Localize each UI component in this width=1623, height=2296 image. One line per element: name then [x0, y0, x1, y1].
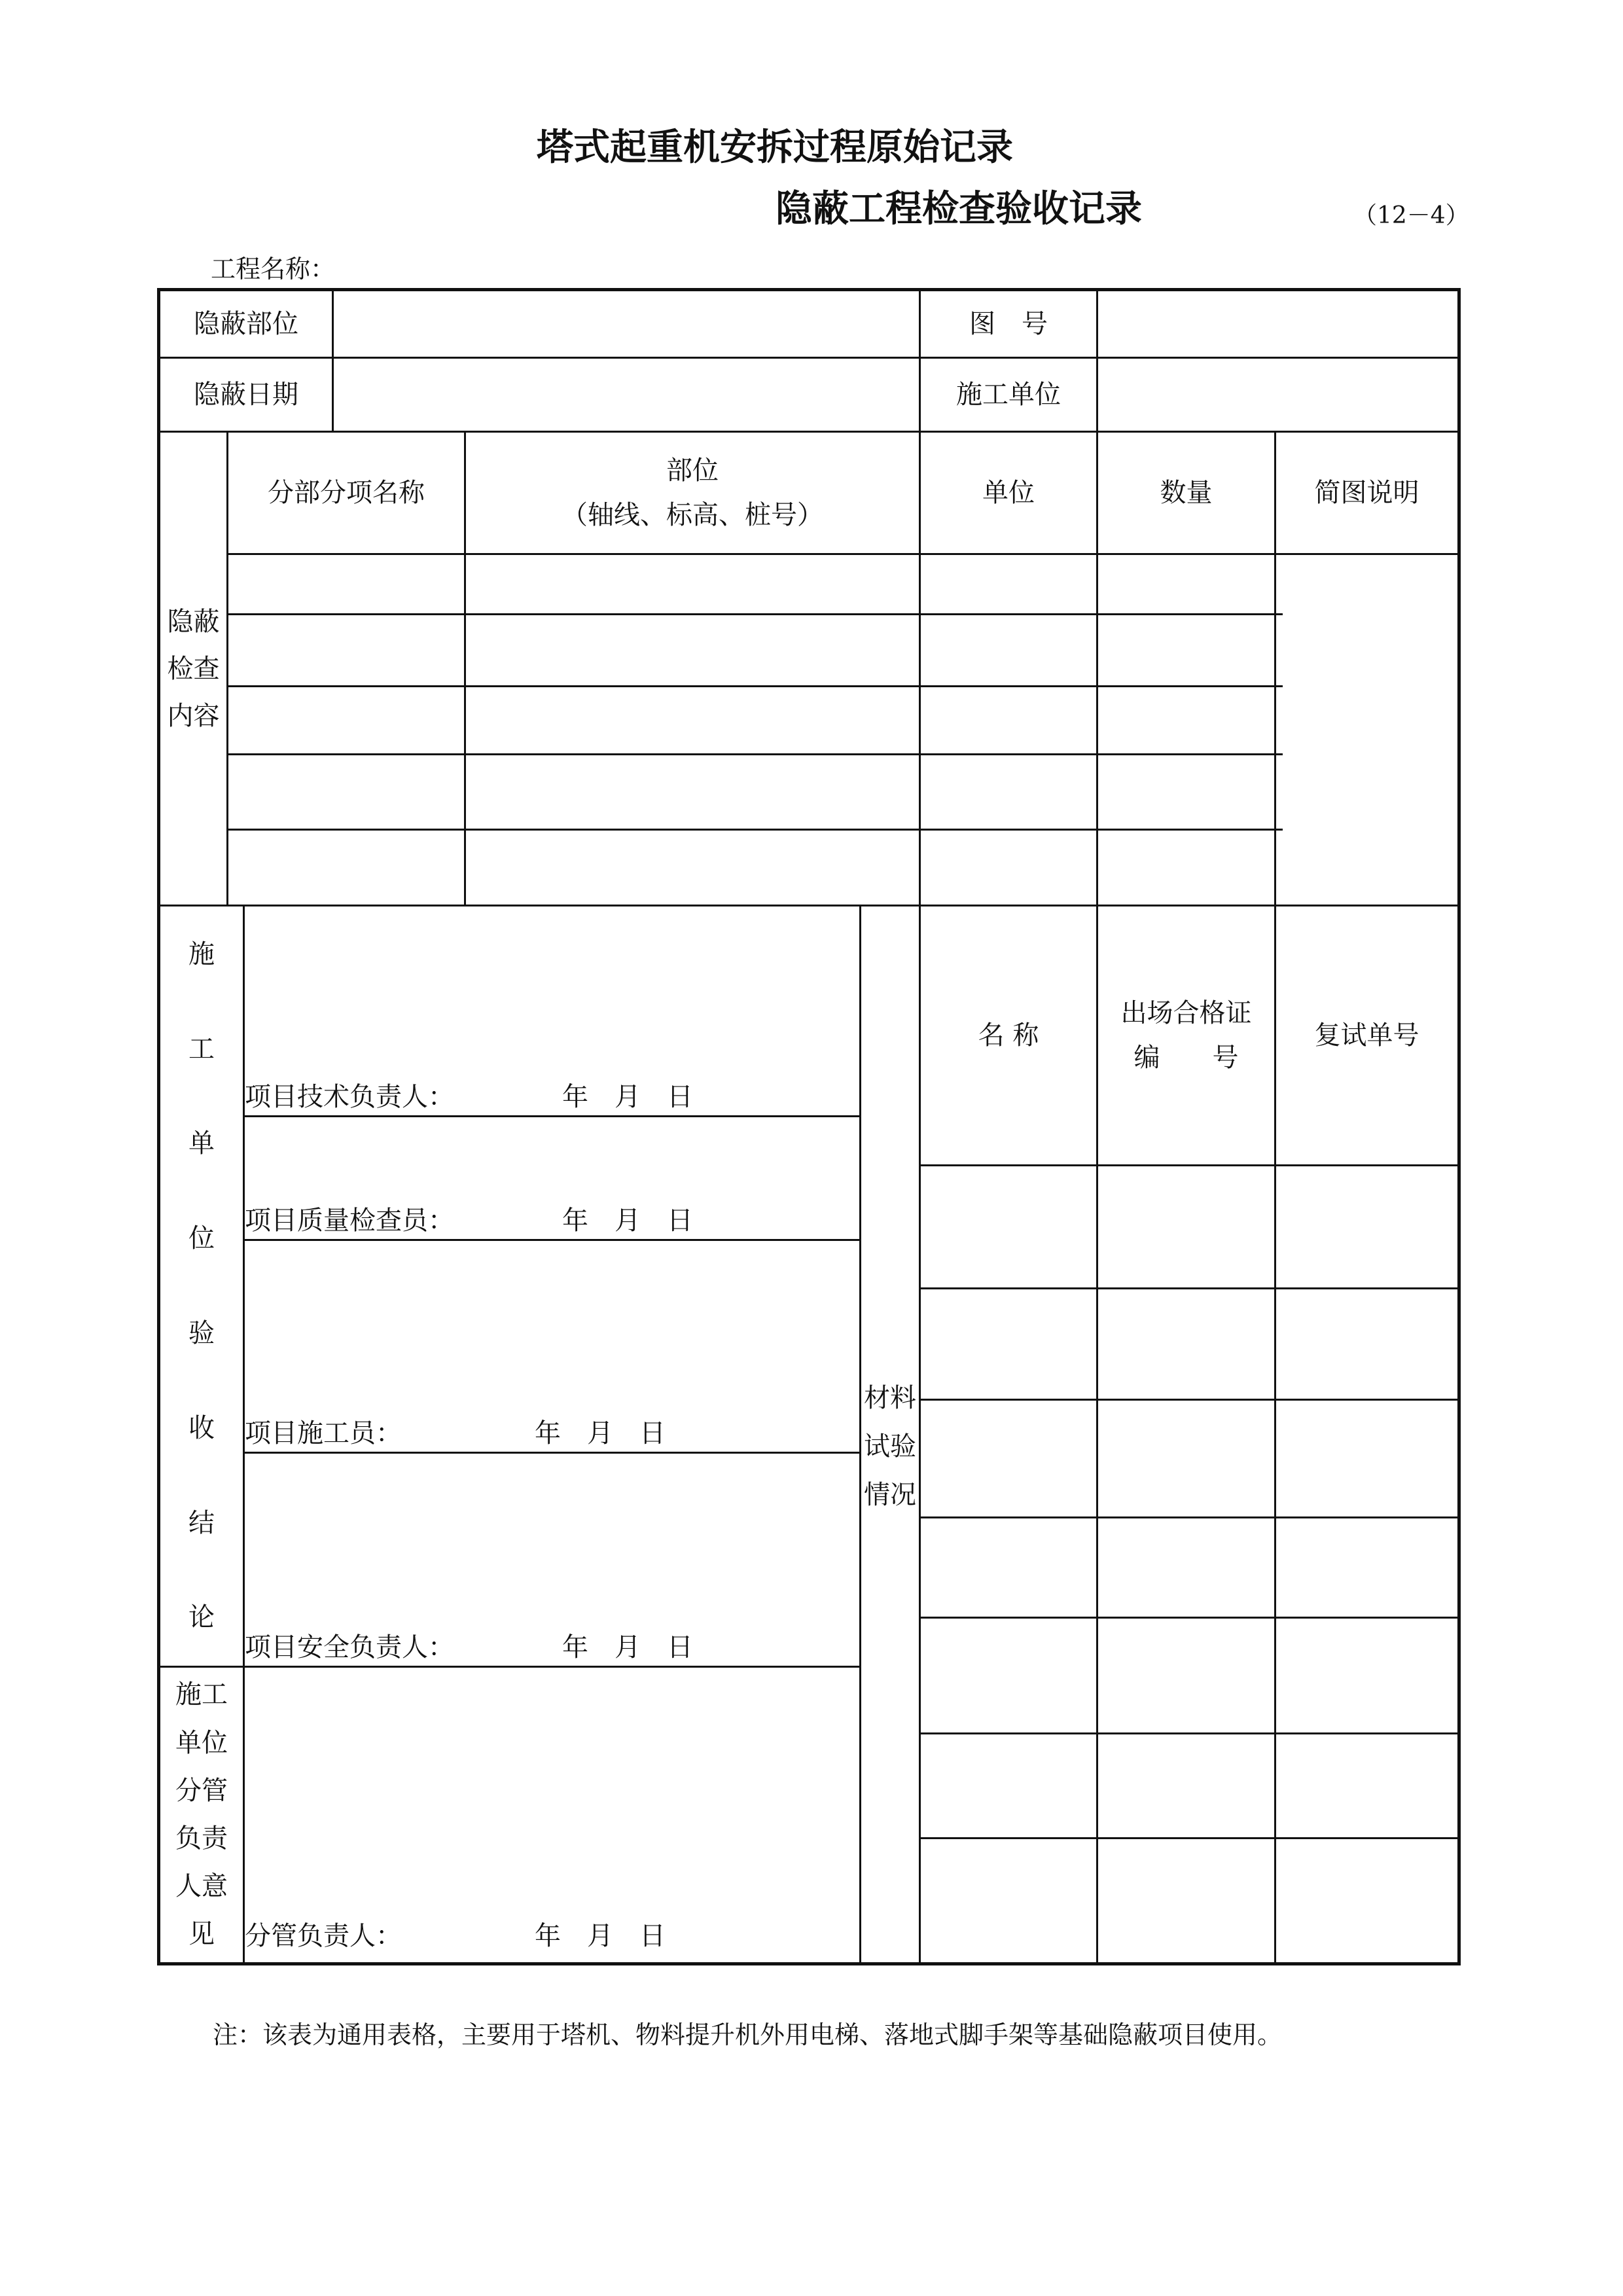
- row-divider: [244, 1239, 861, 1241]
- drawing-no-field[interactable]: [1098, 293, 1457, 355]
- row-divider: [244, 1115, 861, 1117]
- sketch-area[interactable]: [1276, 555, 1457, 903]
- signature-site-worker: [245, 1420, 666, 1446]
- signature-role: 项目安全负责人：: [245, 1632, 454, 1662]
- hidden-part-field[interactable]: [334, 293, 917, 355]
- acceptance-section-text: 施 工 单 位 验 收 结 论: [188, 939, 215, 1633]
- row-divider: [919, 1617, 1461, 1619]
- construction-unit-field[interactable]: [1098, 361, 1457, 429]
- form-number: （12－4）: [1353, 202, 1469, 229]
- signature-tech-lead: [245, 1084, 693, 1110]
- row-divider: [157, 357, 1461, 359]
- signature-role: 分管负责人：: [245, 1921, 402, 1951]
- inspection-section-label: [160, 433, 226, 905]
- col-quantity: 数量: [1160, 478, 1213, 508]
- row-divider: [919, 1516, 1461, 1518]
- footnote: 注：该表为通用表格，主要用于塔机、物料提升机外用电梯、落地式脚手架等基础隐蔽项目使用。: [213, 2020, 1283, 2049]
- project-name-label: 工程名称：: [211, 255, 336, 283]
- col-certificate-number: 编 号: [1133, 1043, 1239, 1073]
- signature-date: 年 月 日: [535, 1921, 666, 1951]
- col-material-name: 名 称: [978, 1020, 1039, 1050]
- row-divider: [919, 1287, 1461, 1289]
- signature-date: 年 月 日: [535, 1418, 666, 1448]
- inspection-section-text: 隐蔽 检查 内容: [167, 606, 220, 731]
- hidden-date-label: 隐蔽日期: [194, 380, 298, 410]
- row-divider: [919, 1732, 1461, 1734]
- col-certificate: [1098, 906, 1274, 1164]
- row-divider: [157, 1666, 861, 1668]
- row-divider: [228, 613, 1283, 615]
- row-divider: [244, 1452, 861, 1454]
- col-location-detail: （轴线、标高、桩号）: [562, 500, 823, 530]
- signature-quality-inspector: [245, 1208, 693, 1234]
- hidden-part-label: 隐蔽部位: [194, 309, 298, 339]
- row-divider: [228, 753, 1283, 755]
- construction-unit-label: 施工单位: [956, 380, 1061, 410]
- col-certificate-title: 出场合格证: [1120, 998, 1252, 1028]
- manager-opinion-label: [160, 1668, 243, 1962]
- signature-role: 项目技术负责人：: [245, 1082, 454, 1112]
- signature-date: 年 月 日: [562, 1082, 693, 1112]
- col-location-title: 部位: [666, 456, 719, 486]
- title-line1: 塔式起重机安拆过程原始记录: [537, 126, 1013, 169]
- row-divider: [228, 685, 1283, 687]
- col-location: [466, 433, 919, 553]
- acceptance-section-label: [160, 906, 243, 1666]
- col-item-name: 分部分项名称: [268, 478, 425, 508]
- materials-section-text: 材料 试验 情况: [864, 1383, 916, 1510]
- signature-date: 年 月 日: [562, 1206, 693, 1236]
- signature-manager: [245, 1923, 666, 1949]
- row-divider: [228, 829, 1283, 831]
- signature-role: 项目施工员：: [245, 1418, 402, 1448]
- col-unit: 单位: [982, 478, 1035, 508]
- col-retest-number: 复试单号: [1314, 1020, 1419, 1050]
- row-divider: [919, 1837, 1461, 1839]
- materials-section-label: [861, 1309, 919, 1584]
- drawing-no-label: 图 号: [969, 309, 1048, 339]
- row-divider: [919, 1164, 1461, 1166]
- title-line2: 隐蔽工程检查验收记录: [776, 188, 1142, 230]
- col-sketch: 简图说明: [1314, 478, 1419, 508]
- row-divider: [919, 1399, 1461, 1401]
- signature-role: 项目质量检查员：: [245, 1206, 454, 1236]
- manager-opinion-text: 施工 单位 分管 负责 人意 见: [175, 1679, 228, 1950]
- hidden-date-field[interactable]: [334, 361, 917, 429]
- signature-date: 年 月 日: [562, 1632, 693, 1662]
- signature-safety-lead: [245, 1634, 693, 1660]
